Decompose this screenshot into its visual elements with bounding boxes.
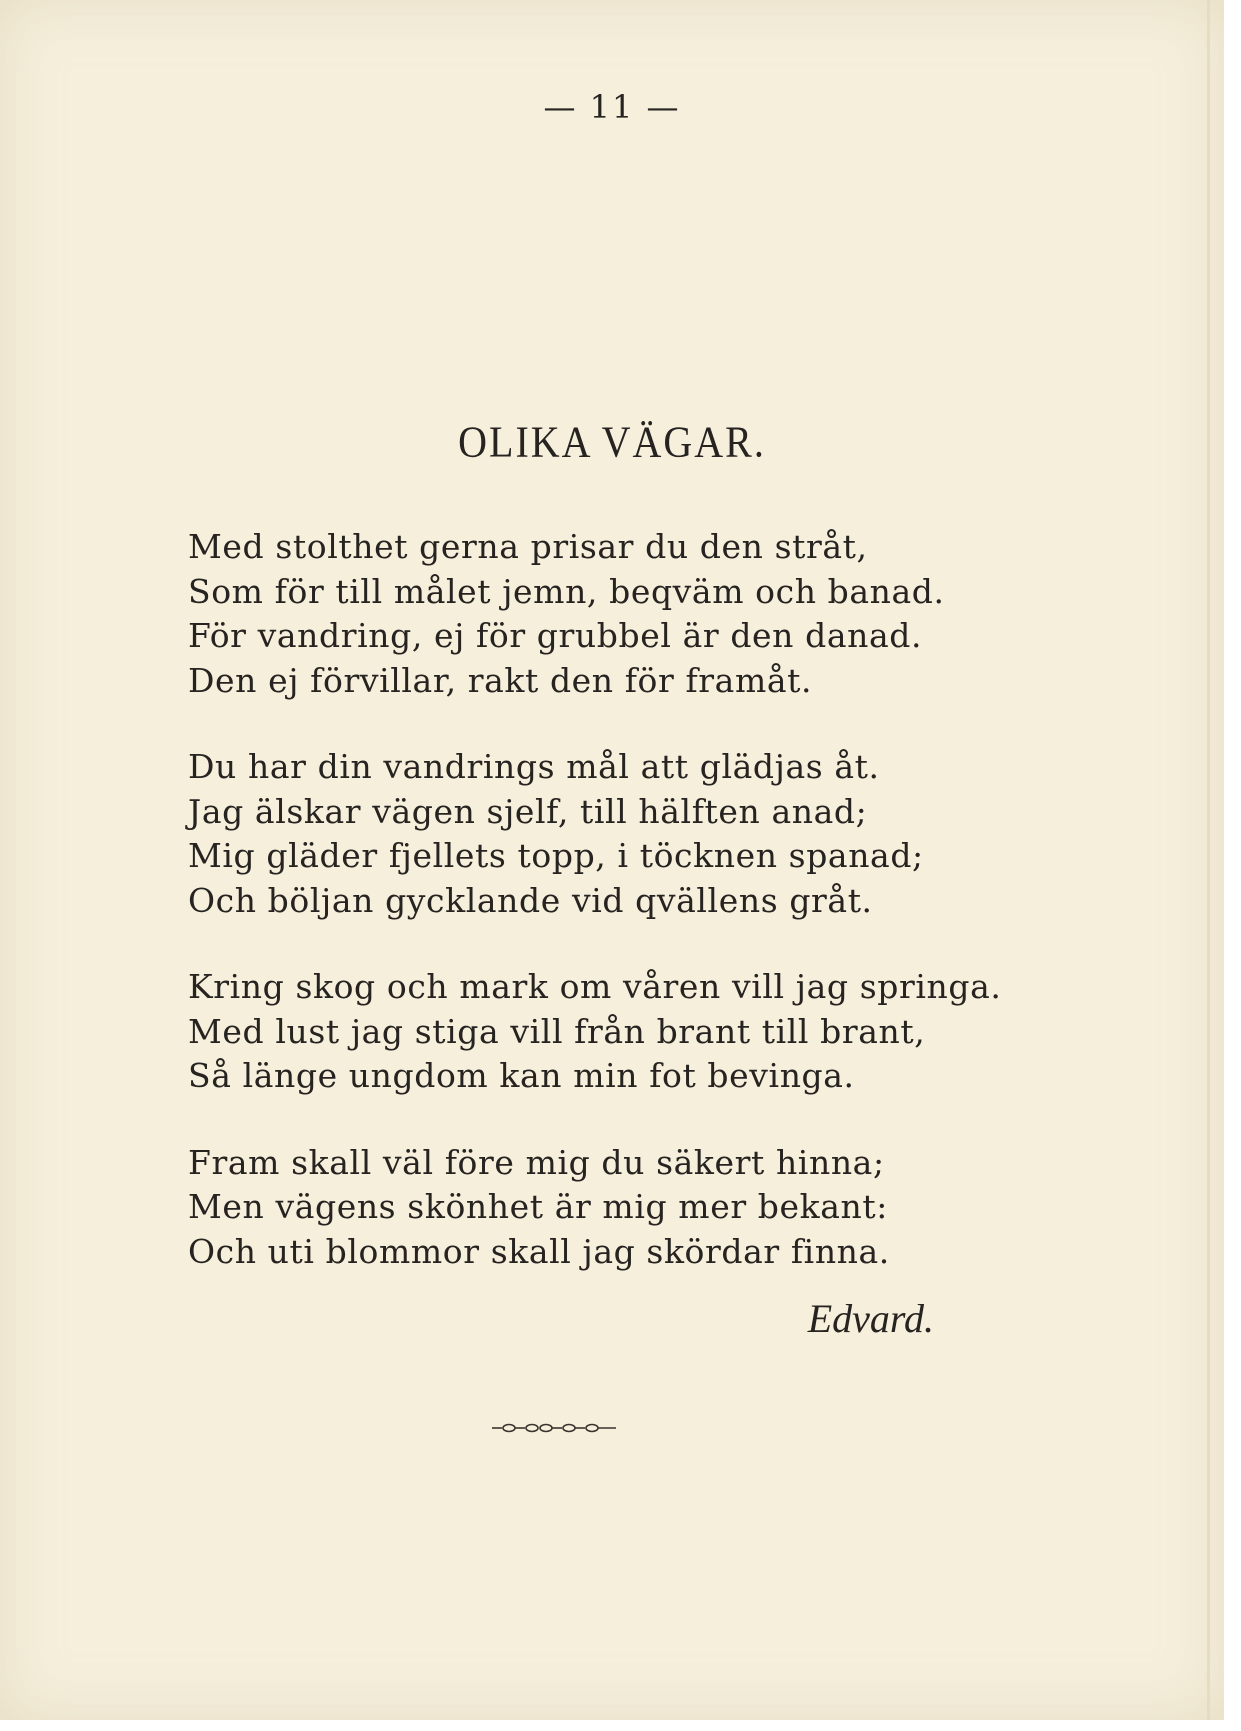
stanza-3 — [188, 965, 1028, 1099]
verse-line: Med stolthet gerna prisar du den stråt, — [188, 527, 868, 566]
poem-body — [188, 525, 1028, 1274]
author-signature: Edvard. — [807, 1296, 934, 1341]
verse-line: Men vägens skönhet är mig mer bekant: — [188, 1187, 888, 1226]
stanza-1 — [188, 525, 1028, 703]
poem-title: OLIKA VÄGAR. — [458, 416, 766, 467]
page-edge — [1207, 0, 1210, 1720]
verse-line: Fram skall väl före mig du säkert hinna; — [188, 1142, 885, 1182]
stanza-4 — [188, 1141, 1028, 1275]
verse-line: Med lust jag stiga vill från brant till brant, — [188, 1011, 926, 1051]
verse-line: Som för till målet jemn, beqväm och banad. — [188, 571, 945, 611]
verse-line: Mig gläder fjellets topp, i töcknen spanad; — [188, 836, 924, 875]
verse-line: Så länge ungdom kan min fot bevinga. — [188, 1056, 855, 1095]
verse-line: Den ej förvillar, rakt den för framåt. — [188, 660, 813, 700]
verse-line: Du har din vandrings mål att glädjas åt. — [188, 747, 880, 786]
page-number: — 11 — — [543, 88, 681, 126]
verse-line: Kring skog och mark om våren vill jag springa. — [188, 967, 1002, 1006]
verse-line: Jag älskar vägen sjelf, till hälften anad; — [188, 791, 868, 831]
tailpiece-ornament-icon — [490, 1418, 620, 1438]
verse-line: Och uti blommor skall jag skördar finna. — [188, 1231, 890, 1271]
verse-line: För vandring, ej för grubbel är den danad. — [188, 616, 923, 655]
stanza-2 — [188, 745, 1028, 923]
verse-line: Och böljan gycklande vid qvällens gråt. — [188, 880, 873, 920]
